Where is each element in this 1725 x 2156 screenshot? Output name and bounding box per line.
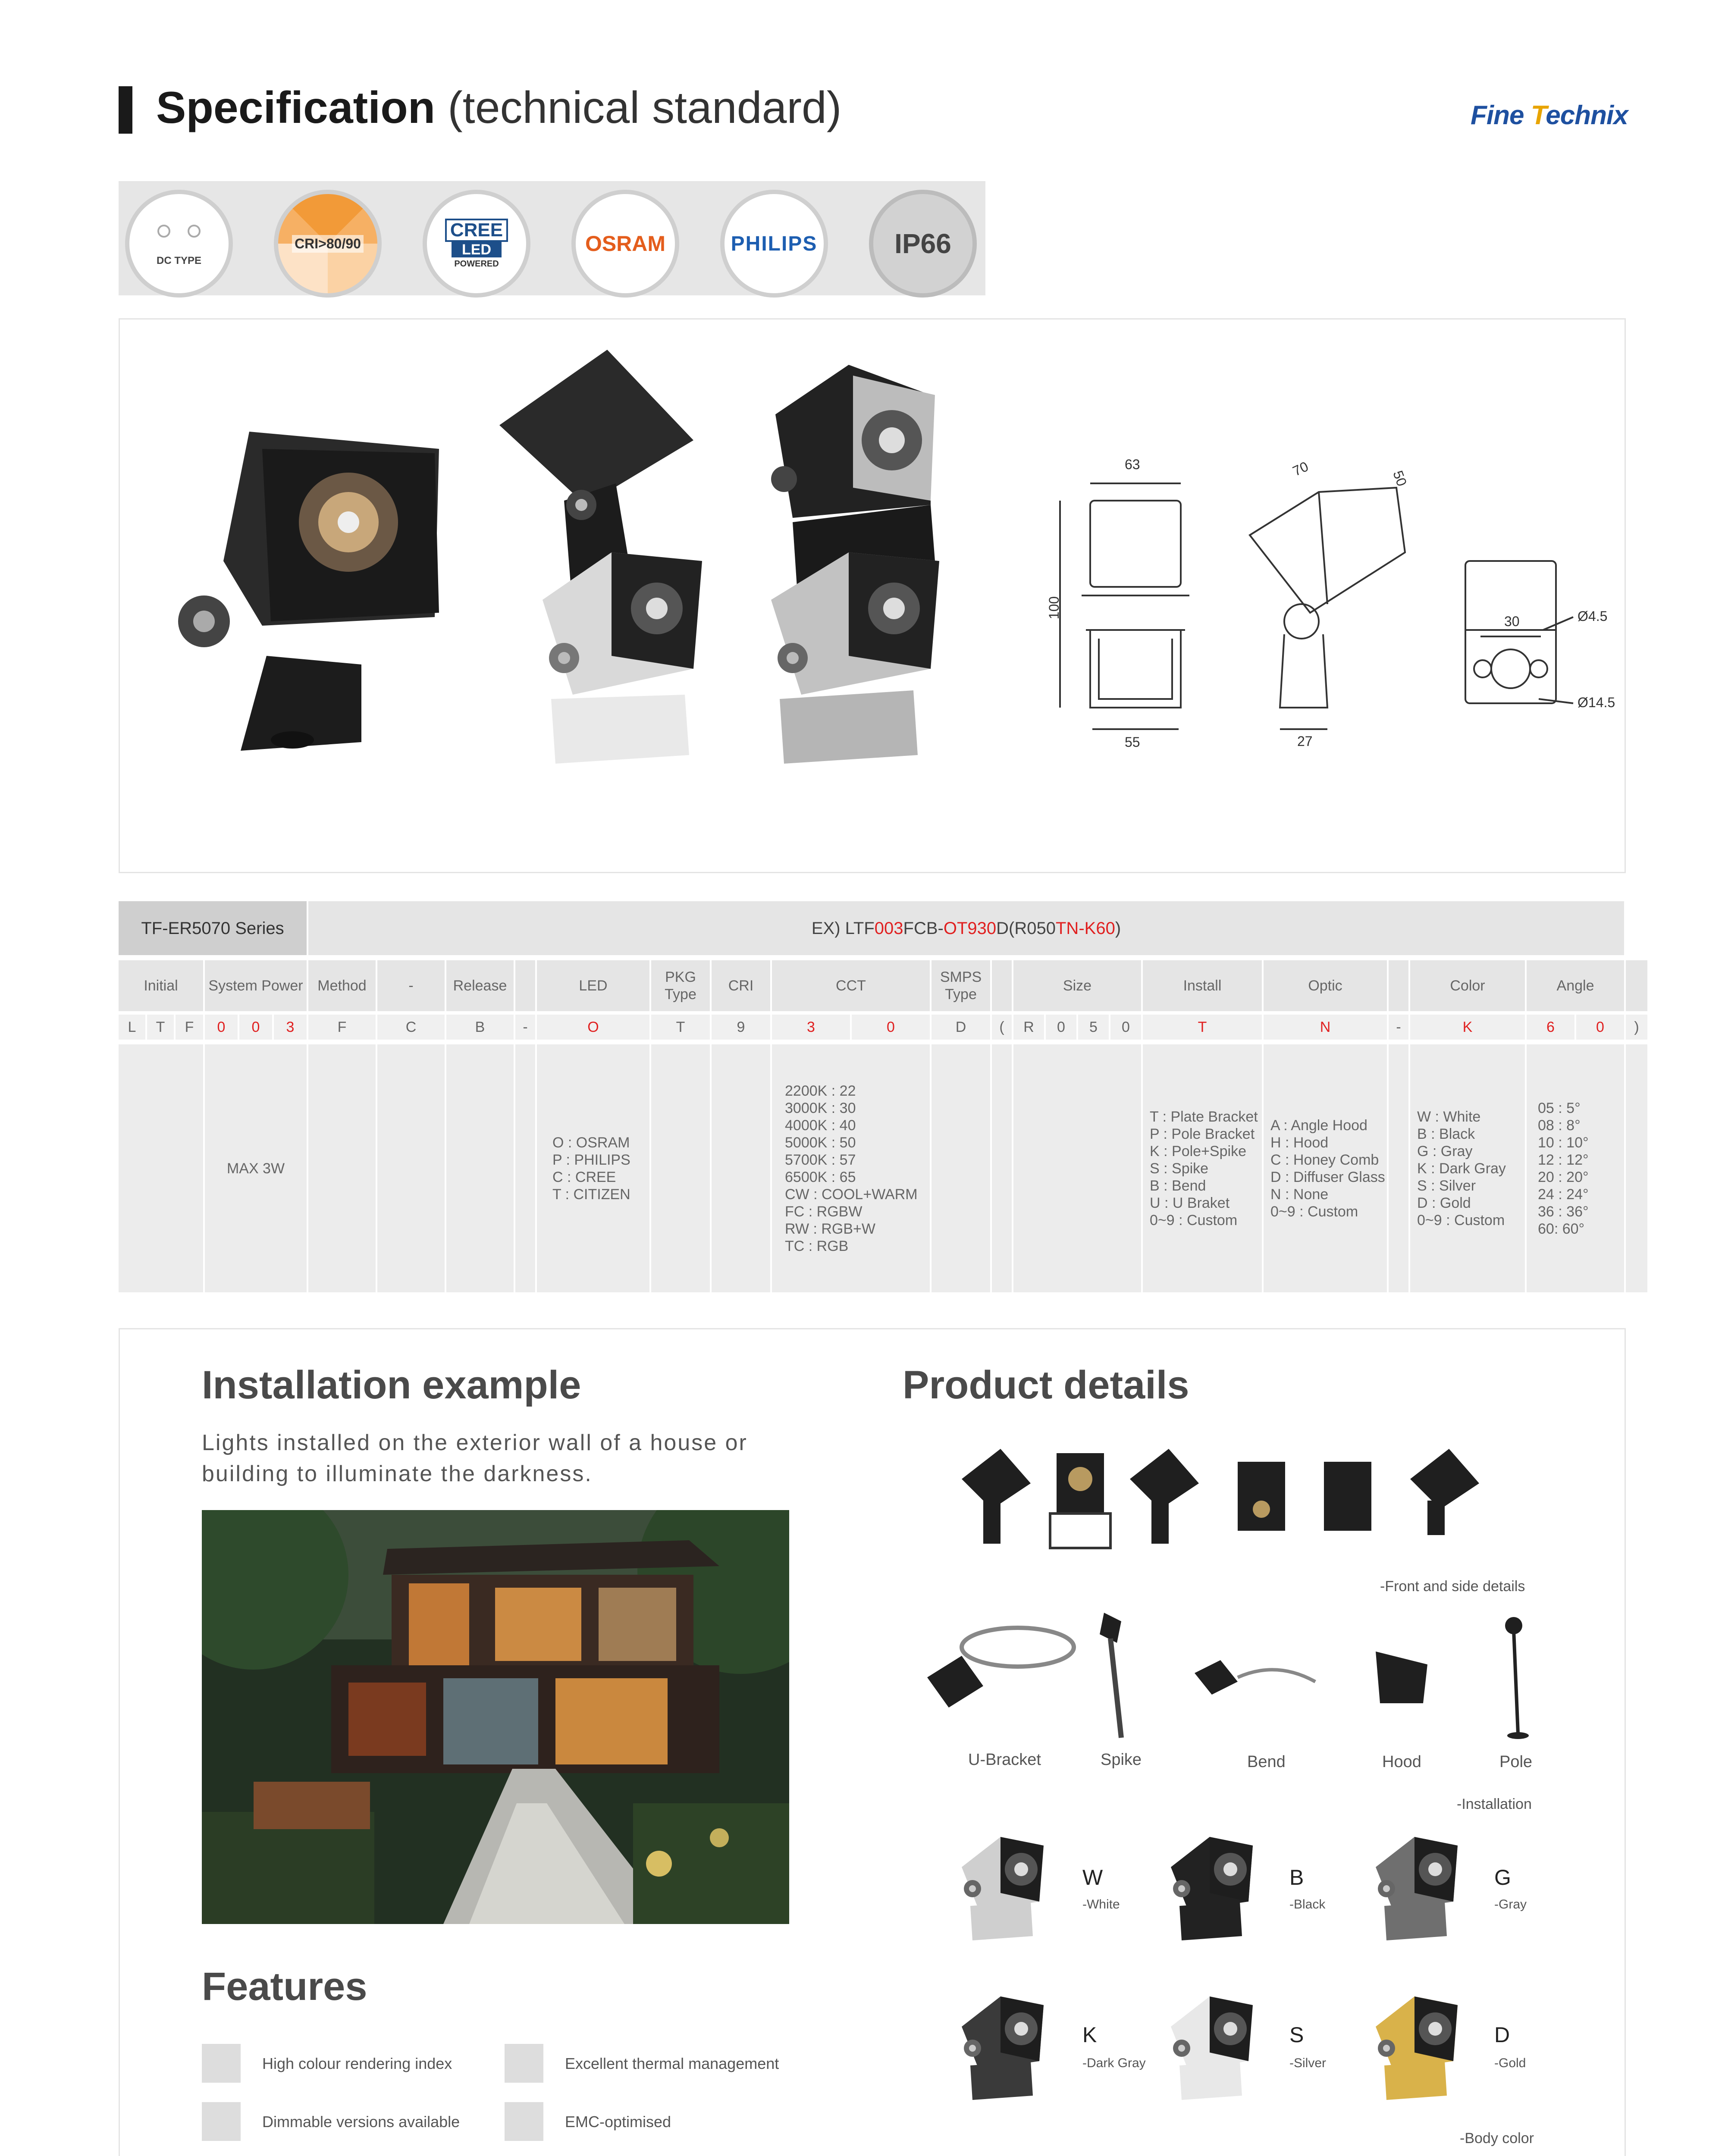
size-options: [1013, 1044, 1143, 1292]
install-bend: Bend: [1247, 1753, 1286, 1771]
hdr-optic: Optic: [1264, 960, 1389, 1011]
blank-options: [515, 1044, 537, 1292]
code-char: 3: [274, 1015, 308, 1040]
installation-caption: -Installation: [1457, 1796, 1532, 1812]
table-options-row: [119, 1044, 1647, 1292]
hdr-smps-type: SMPS Type: [932, 960, 992, 1011]
code-char: 9: [712, 1015, 772, 1040]
swatch-black: [1162, 1828, 1261, 1945]
hdr-paren: [992, 960, 1013, 1011]
feature-cri: High colour rendering index: [262, 2055, 452, 2072]
code-char: (: [992, 1015, 1013, 1040]
code-char: ): [1626, 1015, 1647, 1040]
dim-side-top: 70: [1290, 458, 1311, 479]
dash-options: [377, 1044, 446, 1292]
color-name-gray: -Gray: [1494, 1897, 1527, 1912]
color-code-d: D: [1494, 2023, 1510, 2047]
front-side-caption: -Front and side details: [1380, 1578, 1525, 1595]
color-name-white: -White: [1082, 1897, 1120, 1912]
color-name-black: -Black: [1289, 1897, 1326, 1912]
product-black-angled: [499, 350, 693, 583]
smps-options: [932, 1044, 992, 1292]
code-char: 5: [1078, 1015, 1110, 1040]
body-color-caption: -Body color: [1460, 2130, 1534, 2147]
product-details-title: Product details: [903, 1363, 1189, 1407]
end-options: [1626, 1044, 1647, 1292]
title-accent-bar: [119, 86, 132, 134]
certification-badges: [119, 181, 985, 295]
code-char: 0: [1576, 1015, 1626, 1040]
code-char: 0: [852, 1015, 932, 1040]
color-code-w: W: [1082, 1865, 1103, 1890]
dim-height: 100: [1046, 596, 1062, 620]
code-char: -: [515, 1015, 537, 1040]
color-name-dark-gray: -Dark Gray: [1082, 2056, 1146, 2070]
hdr-release: Release: [446, 960, 515, 1011]
swatch-silver: [1162, 1988, 1261, 2104]
install-spike: Spike: [1101, 1751, 1142, 1769]
code-char: R: [1013, 1015, 1046, 1040]
product-large-black: [178, 432, 439, 751]
installation-accessory-images: [919, 1604, 1609, 1746]
brand-logo: Fine Technix: [1471, 100, 1628, 130]
dim-small-hole: Ø4.5: [1578, 608, 1608, 624]
osram-badge: OSRAM: [571, 190, 679, 298]
swatch-gold: [1367, 1988, 1466, 2104]
code-char: 3: [772, 1015, 852, 1040]
example-code-cell: EX) LTF 003 FCB- OT930 D(R050 TN-K60 ): [308, 901, 1626, 955]
product-images-panel: [119, 318, 1626, 873]
hdr-install: Install: [1143, 960, 1264, 1011]
code-char: K: [1410, 1015, 1527, 1040]
code-char: B: [446, 1015, 515, 1040]
color-name-silver: -Silver: [1289, 2056, 1327, 2070]
code-char: F: [176, 1015, 205, 1040]
method-options: [308, 1044, 377, 1292]
hdr-method: Method: [308, 960, 377, 1011]
swatch-white: [953, 1828, 1052, 1945]
color-name-gold: -Gold: [1494, 2056, 1526, 2070]
code-char: F: [308, 1015, 377, 1040]
hdr-angle: Angle: [1527, 960, 1626, 1011]
initial-options: [119, 1044, 205, 1292]
color-product-image: [1367, 1988, 1466, 2106]
color-product-image: [1162, 1988, 1261, 2106]
drawing-back-view: [1465, 561, 1573, 703]
dimmable-feature-icon: [202, 2102, 241, 2141]
cct-options: 2200K : 22 3000K : 30 4000K : 40 5000K : 50 5700K : 57 6500K : 65 CW : COOL+WARM FC : RGBW RW : RGB+W TC : RGB: [772, 1044, 932, 1292]
dim-base: 55: [1125, 734, 1140, 750]
code-char: N: [1264, 1015, 1389, 1040]
install-u-bracket: U-Bracket: [968, 1751, 1041, 1769]
install-options: T : Plate Bracket P : Pole Bracket K : Pole+Spike S : Spike B : Bend U : U Braket 0~9 : Custom: [1143, 1044, 1264, 1292]
hdr-system-power: System Power: [205, 960, 308, 1011]
paren-options: [992, 1044, 1013, 1292]
pkg-options: [651, 1044, 712, 1292]
code-char: 6: [1527, 1015, 1576, 1040]
angle-options: 05 : 5° 08 : 8° 10 : 10° 12 : 12° 20 : 20° 24 : 24° 36 : 36° 60: 60°: [1527, 1044, 1626, 1292]
feature-dimmable: Dimmable versions available: [262, 2113, 460, 2131]
code-char: T: [651, 1015, 712, 1040]
cri-badge: CRI>80/90: [274, 190, 382, 298]
cri-feature-icon: [202, 2044, 241, 2083]
hdr-dash-2: [1389, 960, 1410, 1011]
cree-badge: CREE LED POWERED: [423, 190, 530, 298]
dash2-options: [1389, 1044, 1410, 1292]
color-code-k: K: [1082, 2023, 1097, 2047]
table-header-row: [119, 960, 1647, 1011]
drawing-side-view: [1250, 488, 1405, 729]
emc-feature-icon: [505, 2102, 543, 2141]
hdr-cct: CCT: [772, 960, 932, 1011]
dim-width: 63: [1125, 457, 1140, 472]
product-white: [543, 552, 702, 764]
code-char: C: [377, 1015, 446, 1040]
color-code-g: G: [1494, 1865, 1511, 1890]
hdr-dash: -: [377, 960, 446, 1011]
code-char: 0: [205, 1015, 239, 1040]
dim-large-hole: Ø14.5: [1578, 695, 1615, 710]
hdr-initial: Initial: [119, 960, 205, 1011]
thermal-feature-icon: [505, 2044, 543, 2083]
hdr-size: Size: [1013, 960, 1143, 1011]
ip66-badge: IP66: [869, 190, 977, 298]
feature-emc: EMC-optimised: [565, 2113, 671, 2131]
installation-title: Installation example: [202, 1363, 581, 1407]
code-char: L: [119, 1015, 147, 1040]
release-options: [446, 1044, 515, 1292]
product-silver: [771, 552, 939, 764]
hdr-color: Color: [1410, 960, 1527, 1011]
color-code-s: S: [1289, 2023, 1304, 2047]
code-char: -: [1389, 1015, 1410, 1040]
table-title-row: [119, 901, 1626, 955]
color-product-image: [1162, 1828, 1261, 1947]
color-code-b: B: [1289, 1865, 1304, 1890]
product-illustrations: [120, 320, 1627, 874]
dim-hole-spacing: 30: [1504, 614, 1520, 629]
hdr-blank: [515, 960, 537, 1011]
code-char: T: [1143, 1015, 1264, 1040]
drawing-front-view: [1060, 483, 1189, 729]
hdr-cri: CRI: [712, 960, 772, 1011]
hdr-end: [1626, 960, 1647, 1011]
code-char: O: [537, 1015, 651, 1040]
dc-type-badge: DC TYPE: [125, 190, 233, 298]
color-product-image: [953, 1828, 1052, 1947]
code-char: 0: [1046, 1015, 1078, 1040]
color-product-image: [953, 1988, 1052, 2106]
color-product-image: [1367, 1828, 1466, 1947]
table-code-row: [119, 1015, 1647, 1040]
page-title: Specification (technical standard): [156, 83, 842, 133]
dim-side-base: 27: [1297, 733, 1313, 749]
install-pole: Pole: [1499, 1753, 1533, 1771]
swatch-dark-gray: [953, 1988, 1052, 2104]
led-options: O : OSRAM P : PHILIPS C : CREE T : CITIZEN: [537, 1044, 651, 1292]
front-side-detail-images: [949, 1436, 1509, 1557]
hdr-pkg-type: PKG Type: [651, 960, 712, 1011]
install-hood: Hood: [1382, 1753, 1421, 1771]
swatch-gray: [1367, 1828, 1466, 1945]
series-cell: TF-ER5070 Series: [119, 901, 308, 955]
features-title: Features: [202, 1965, 367, 2009]
code-char: D: [932, 1015, 992, 1040]
installation-description: Lights installed on the exterior wall of a house or building to illuminate the darkness.: [202, 1430, 748, 1486]
dim-side-right: 50: [1390, 468, 1410, 489]
code-char: 0: [239, 1015, 274, 1040]
feature-thermal: Excellent thermal management: [565, 2055, 779, 2072]
cri-options: [712, 1044, 772, 1292]
color-options: W : White B : Black G : Gray K : Dark Gray S : Silver D : Gold 0~9 : Custom: [1410, 1044, 1527, 1292]
installation-photo: [202, 1510, 789, 1924]
power-options: MAX 3W: [205, 1044, 308, 1292]
philips-badge: PHILIPS: [720, 190, 828, 298]
code-char: T: [147, 1015, 176, 1040]
hdr-led: LED: [537, 960, 651, 1011]
optic-options: A : Angle Hood H : Hood C : Honey Comb D : Diffuser Glass N : None 0~9 : Custom: [1264, 1044, 1389, 1292]
code-char: 0: [1110, 1015, 1143, 1040]
